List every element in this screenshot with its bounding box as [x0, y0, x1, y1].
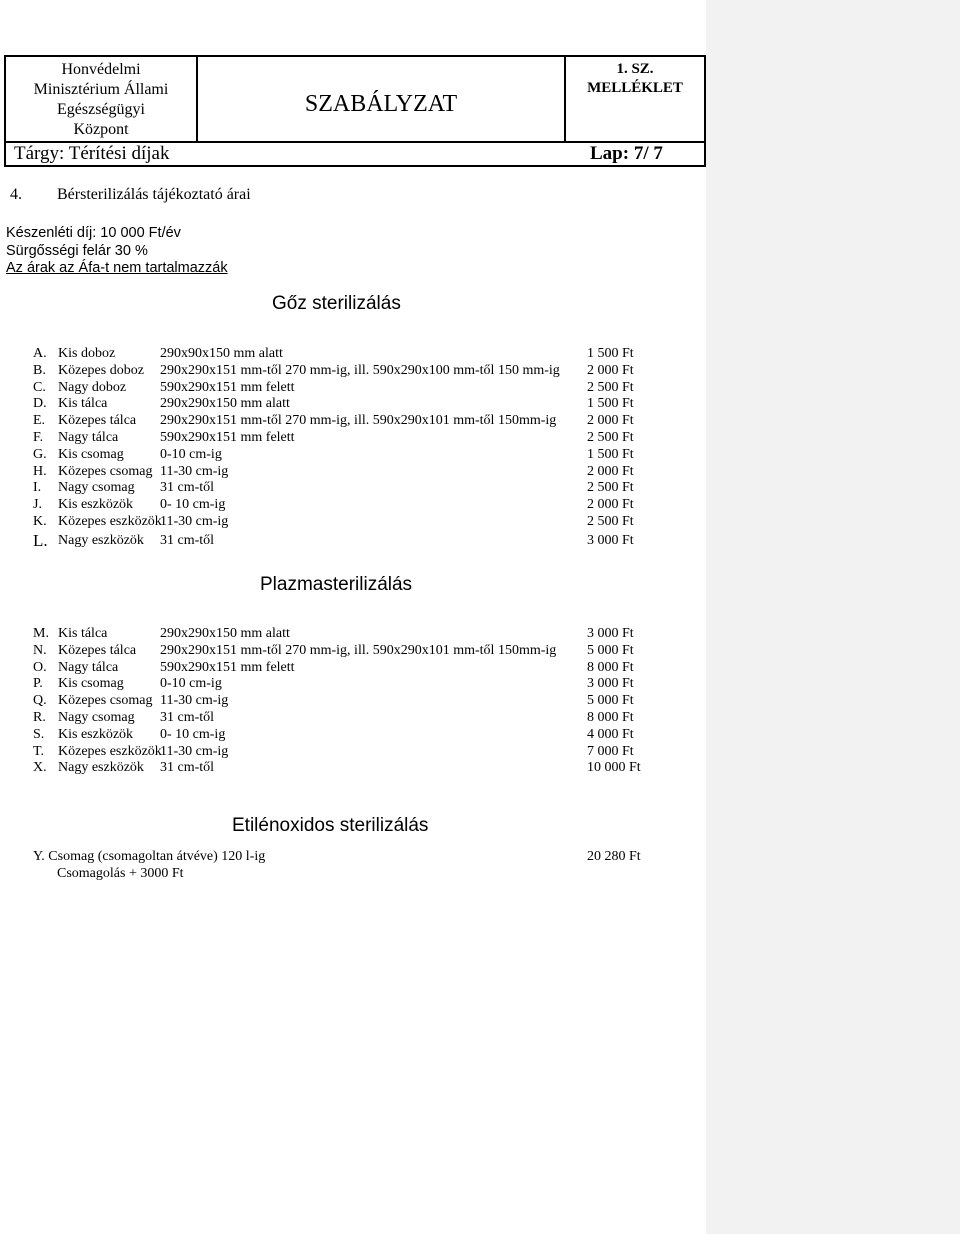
item-price: 5 000 Ft — [587, 642, 634, 658]
price-row — [0, 396, 706, 413]
item-size: 590x290x151 mm felett — [160, 379, 295, 395]
row-letter: R. — [33, 709, 46, 725]
item-name: Nagy tálca — [58, 659, 119, 675]
price-row — [0, 693, 706, 710]
price-row — [0, 710, 706, 727]
item-name: Kis csomag — [58, 676, 124, 692]
item-size: 0-10 cm-ig — [160, 676, 222, 692]
row-letter: T. — [33, 743, 45, 759]
ethylene-section-title: Etilénoxidos sterilizálás — [232, 815, 429, 836]
item-price: 3 000 Ft — [587, 676, 634, 692]
ethylene-price: 20 280 Ft — [587, 849, 641, 864]
item-name: Kis eszközök — [58, 497, 134, 513]
row-letter: O. — [33, 659, 47, 675]
steam-section-title: Gőz sterilizálás — [272, 293, 401, 314]
item-price: 2 000 Ft — [587, 463, 634, 479]
row-letter: F. — [33, 429, 44, 445]
org-line: Egészségügyi — [57, 101, 145, 118]
item-size: 0-10 cm-ig — [160, 446, 222, 462]
price-row — [0, 380, 706, 397]
org-line: Honvédelmi — [61, 61, 141, 78]
item-size: 31 cm-től — [160, 709, 215, 725]
item-size: 0- 10 cm-ig — [160, 497, 226, 513]
row-letter: B. — [33, 362, 46, 378]
item-name: Közepes eszközök — [58, 513, 162, 529]
price-row — [0, 413, 706, 430]
item-price: 4 000 Ft — [587, 726, 634, 742]
item-name: Kis eszközök — [58, 726, 134, 742]
item-size: 590x290x151 mm felett — [160, 659, 295, 675]
item-size: 290x290x150 mm alatt — [160, 626, 290, 641]
item-price: 1 500 Ft — [587, 396, 634, 412]
row-letter: G. — [33, 446, 47, 462]
item-size: 31 cm-től — [160, 532, 215, 548]
organization-name — [6, 57, 198, 141]
comment-margin — [706, 0, 960, 1234]
item-name: Kis tálca — [58, 396, 108, 412]
row-letter: I. — [33, 480, 42, 496]
item-price: 1 500 Ft — [587, 346, 634, 361]
row-letter: P. — [33, 676, 43, 692]
org-line: Minisztérium Állami — [33, 81, 169, 98]
item-price: 2 500 Ft — [587, 513, 634, 529]
section-title: Bérsterilizálás tájékoztató árai — [57, 186, 251, 203]
item-size: 290x290x151 mm-től 270 mm-ig, ill. 590x290x101 mm-től 150mm-ig — [160, 642, 557, 658]
item-size: 0- 10 cm-ig — [160, 726, 226, 742]
row-letter: S. — [33, 726, 45, 742]
item-name: Kis doboz — [58, 346, 116, 361]
item-name: Közepes csomag — [58, 693, 153, 709]
price-row — [0, 531, 706, 551]
price-row — [0, 430, 706, 447]
annex-word: MELLÉKLET — [587, 80, 683, 96]
price-row — [0, 514, 706, 531]
item-price: 7 000 Ft — [587, 743, 634, 759]
item-name: Nagy eszközök — [58, 532, 144, 548]
page-number: Lap: 7/ 7 — [590, 143, 663, 164]
ethylene-packaging: Csomagolás + 3000 Ft — [57, 866, 184, 881]
row-letter: N. — [33, 642, 47, 658]
document-title: SZABÁLYZAT — [198, 57, 566, 141]
item-price: 2 000 Ft — [587, 497, 634, 513]
steam-price-list — [0, 346, 706, 551]
price-row — [0, 363, 706, 380]
item-size: 290x90x150 mm alatt — [160, 346, 283, 361]
item-size: 590x290x151 mm felett — [160, 429, 295, 445]
item-price: 8 000 Ft — [587, 709, 634, 725]
price-row — [0, 744, 706, 761]
item-price: 2 500 Ft — [587, 480, 634, 496]
price-row — [0, 447, 706, 464]
item-size: 31 cm-től — [160, 760, 215, 776]
item-price: 2 000 Ft — [587, 413, 634, 429]
item-size: 11-30 cm-ig — [160, 513, 229, 529]
price-row — [0, 643, 706, 660]
row-letter: K. — [33, 513, 47, 529]
section-number: 4. — [10, 186, 22, 203]
item-name: Közepes doboz — [58, 362, 144, 378]
header-subject-row — [6, 141, 704, 165]
price-row — [0, 727, 706, 744]
item-price: 3 000 Ft — [587, 626, 634, 641]
item-name: Nagy doboz — [58, 379, 127, 395]
vat-note: Az árak az Áfa-t nem tartalmazzák — [6, 260, 228, 276]
row-letter: Q. — [33, 693, 47, 709]
price-row — [0, 760, 706, 777]
price-row — [0, 676, 706, 693]
subject-text: Tárgy: Térítési díjak — [14, 143, 170, 164]
row-letter: H. — [33, 463, 47, 479]
urgency-surcharge: Sürgősségi felár 30 % — [6, 242, 148, 259]
item-name: Kis tálca — [58, 626, 108, 641]
row-letter: C. — [33, 379, 46, 395]
plasma-price-list — [0, 626, 706, 777]
annex-label — [566, 57, 704, 141]
item-size: 290x290x151 mm-től 270 mm-ig, ill. 590x290x100 mm-től 150 mm-ig — [160, 362, 560, 378]
plasma-section-title: Plazmasterilizálás — [260, 574, 413, 595]
item-name: Közepes eszközök — [58, 743, 162, 759]
item-size: 290x290x150 mm alatt — [160, 396, 290, 412]
price-row — [0, 626, 706, 643]
item-price: 2 000 Ft — [587, 362, 634, 378]
item-name: Nagy eszközök — [58, 760, 144, 776]
row-letter: M. — [33, 626, 49, 641]
annex-number: 1. SZ. — [616, 61, 654, 77]
item-size: 290x290x151 mm-től 270 mm-ig, ill. 590x290x101 mm-től 150mm-ig — [160, 413, 557, 429]
item-name: Nagy csomag — [58, 480, 135, 496]
row-letter: L. — [33, 530, 48, 550]
item-price: 2 500 Ft — [587, 429, 634, 445]
price-row — [0, 346, 706, 363]
item-price: 10 000 Ft — [587, 760, 641, 776]
org-line: Központ — [73, 121, 129, 138]
item-size: 31 cm-től — [160, 480, 215, 496]
item-size: 11-30 cm-ig — [160, 743, 229, 759]
row-letter: A. — [33, 346, 47, 361]
document-header — [4, 55, 706, 167]
item-price: 1 500 Ft — [587, 446, 634, 462]
item-name: Közepes csomag — [58, 463, 153, 479]
price-row — [0, 480, 706, 497]
item-price: 2 500 Ft — [587, 379, 634, 395]
price-row — [0, 660, 706, 677]
item-name: Közepes tálca — [58, 642, 137, 658]
row-letter: J. — [33, 497, 42, 513]
item-name: Kis csomag — [58, 446, 124, 462]
row-letter: X. — [33, 760, 47, 776]
item-name: Közepes tálca — [58, 413, 137, 429]
pricing-info — [6, 225, 228, 278]
item-price: 5 000 Ft — [587, 693, 634, 709]
row-letter: E. — [33, 413, 46, 429]
item-size: 11-30 cm-ig — [160, 463, 229, 479]
row-letter: D. — [33, 396, 47, 412]
section-heading — [10, 186, 251, 204]
item-price: 3 000 Ft — [587, 532, 634, 548]
item-name: Nagy csomag — [58, 709, 135, 725]
price-row — [0, 464, 706, 481]
price-row — [0, 497, 706, 514]
ethylene-item: Y. Csomag (csomagoltan átvéve) 120 l-ig — [33, 849, 266, 864]
standby-fee: Készenléti díj: 10 000 Ft/év — [6, 225, 181, 241]
item-name: Nagy tálca — [58, 429, 119, 445]
item-size: 11-30 cm-ig — [160, 693, 229, 709]
item-price: 8 000 Ft — [587, 659, 634, 675]
